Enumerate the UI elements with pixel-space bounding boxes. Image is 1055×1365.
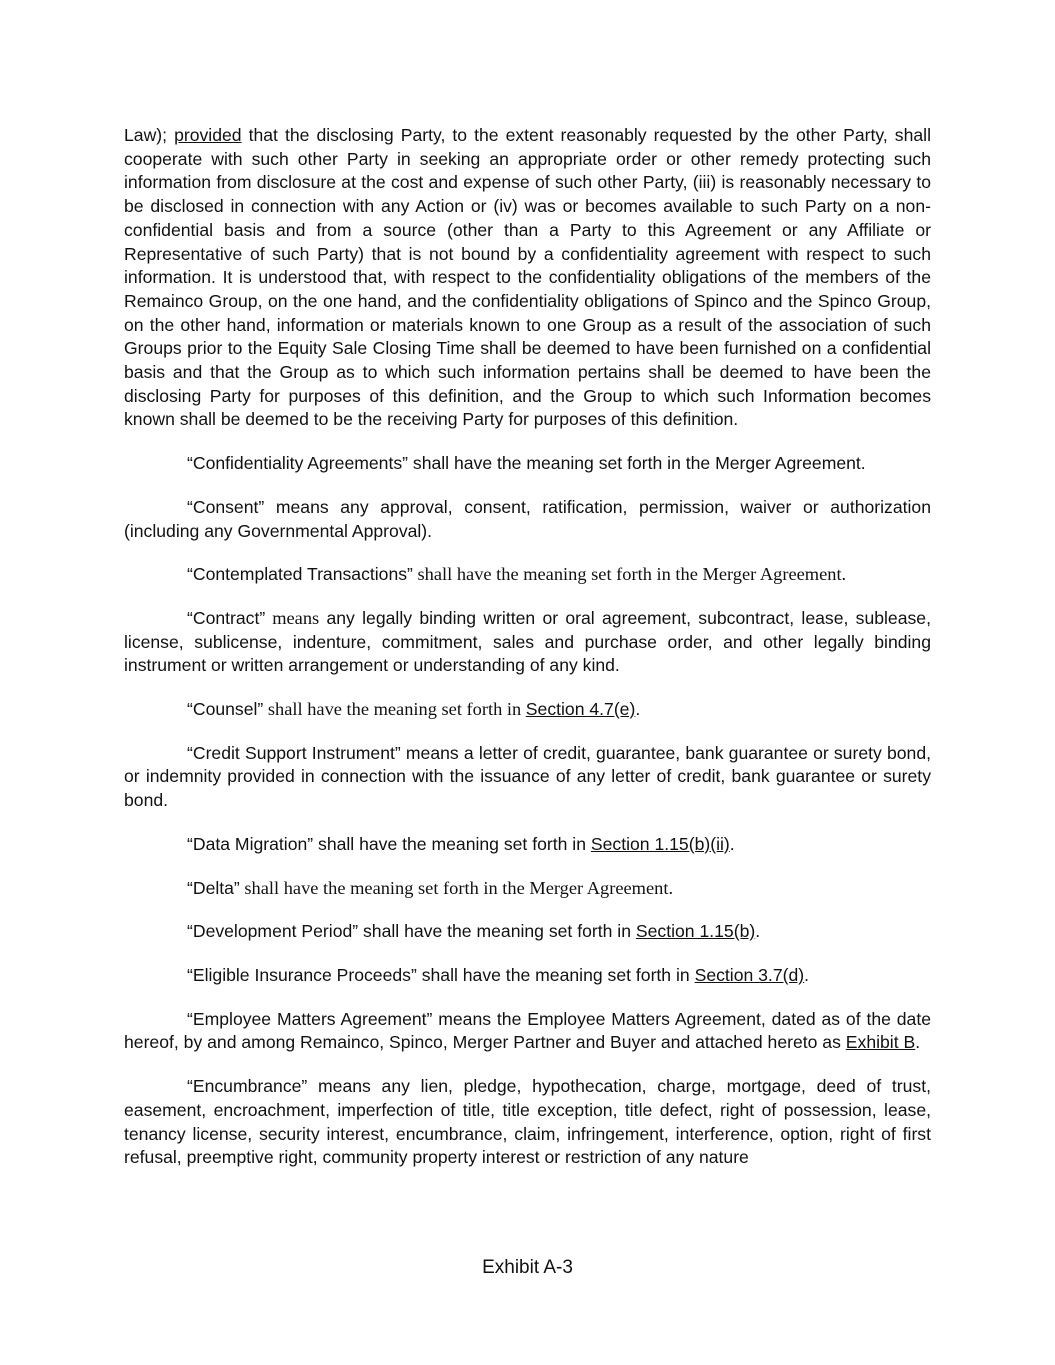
definition-credit-support-instrument: “Credit Support Instrument” means a letter of credit, guarantee, bank guarantee or surety bond, or indemnity provided in connection with the issuance of any letter of credit, bank guarantee or surety bond. [124, 742, 931, 811]
page-footer-label: Exhibit A-3 [482, 1257, 573, 1278]
definition-delta: “Delta” shall have the meaning set forth in the Merger Agreement. [187, 877, 674, 898]
section-reference-link: Section 4.7(e) [525, 699, 636, 720]
definition-consent: “Consent” means any approval, consent, ratification, permission, waiver or authorization (including any Governmental Approval). [124, 496, 931, 541]
definition-eligible-insurance-proceeds: “Eligible Insurance Proceeds” shall have the meaning set forth in Section 3.7(d). [187, 964, 810, 985]
definition-contract: “Contract” means any legally binding written or oral agreement, subcontract, lease, sublease, license, sublicense, indenture, commitment, sales and purchase order, and other legally binding instrument or written arrangement or understanding of any kind. [124, 607, 931, 676]
exhibit-reference-link: Exhibit B [845, 1032, 916, 1053]
section-reference-link: Section 1.15(b)(ii) [590, 833, 730, 854]
intro-paragraph: Law); provided that the disclosing Party, to the extent reasonably requested by the other Party, shall cooperate with such other Party in seeking an appropriate order or other remedy protecting such information from disclosure at the cost and expense of such other Party, (iii) is reasonably necessary to be disclosed in connection with any Action or (iv) was or becomes available to such Party on a non-confidential basis and from a source (other than a Party to this Agreement or any Affiliate or Representative of such Party) that is not bound by a confidentiality agreement with respect to such information. It is understood that, with respect to the confidentiality obligations of the members of the Remainco Group, on the one hand, and the confidentiality obligations of Spinco and the Spinco Group, on the other hand, information or materials known to one Group as a result of the association of such Groups prior to the Equity Sale Closing Time shall be deemed to have been furnished on a confidential basis and that the Group as to which such information pertains shall be deemed to have been the disclosing Party for purposes of this definition, and the Group to which such Information becomes known shall be deemed to be the receiving Party for purposes of this definition. [124, 125, 931, 430]
section-reference-link: Section 1.15(b) [635, 921, 756, 942]
definition-encumbrance: “Encumbrance” means any lien, pledge, hypothecation, charge, mortgage, deed of trust, easement, encroachment, imperfection of title, title exception, title defect, right of possession, lease, tenancy license, security interest, encumbrance, claim, infringement, interference, option, right of first refusal, preemptive right, community property interest or restriction of any nature [124, 1076, 931, 1168]
definition-development-period: “Development Period” shall have the meaning set forth in Section 1.15(b). [187, 921, 761, 942]
page-body [124, 124, 931, 1190]
provided-emphasis: provided [174, 125, 242, 145]
definition-employee-matters-agreement: “Employee Matters Agreement” means the Employee Matters Agreement, dated as of the date hereof, by and among Remainco, Spinco, Merger Partner and Buyer and attached hereto as Exhibit B. [124, 1008, 931, 1053]
definition-confidentiality-agreements: “Confidentiality Agreements” shall have the meaning set forth in the Merger Agreement. [187, 453, 866, 474]
definition-contemplated-transactions: “Contemplated Transactions” shall have the meaning set forth in the Merger Agreement. [187, 564, 847, 585]
definition-counsel: “Counsel” shall have the meaning set forth in Section 4.7(e). [187, 699, 641, 720]
definition-data-migration: “Data Migration” shall have the meaning set forth in Section 1.15(b)(ii). [187, 833, 735, 854]
section-reference-link: Section 3.7(d) [694, 964, 805, 985]
